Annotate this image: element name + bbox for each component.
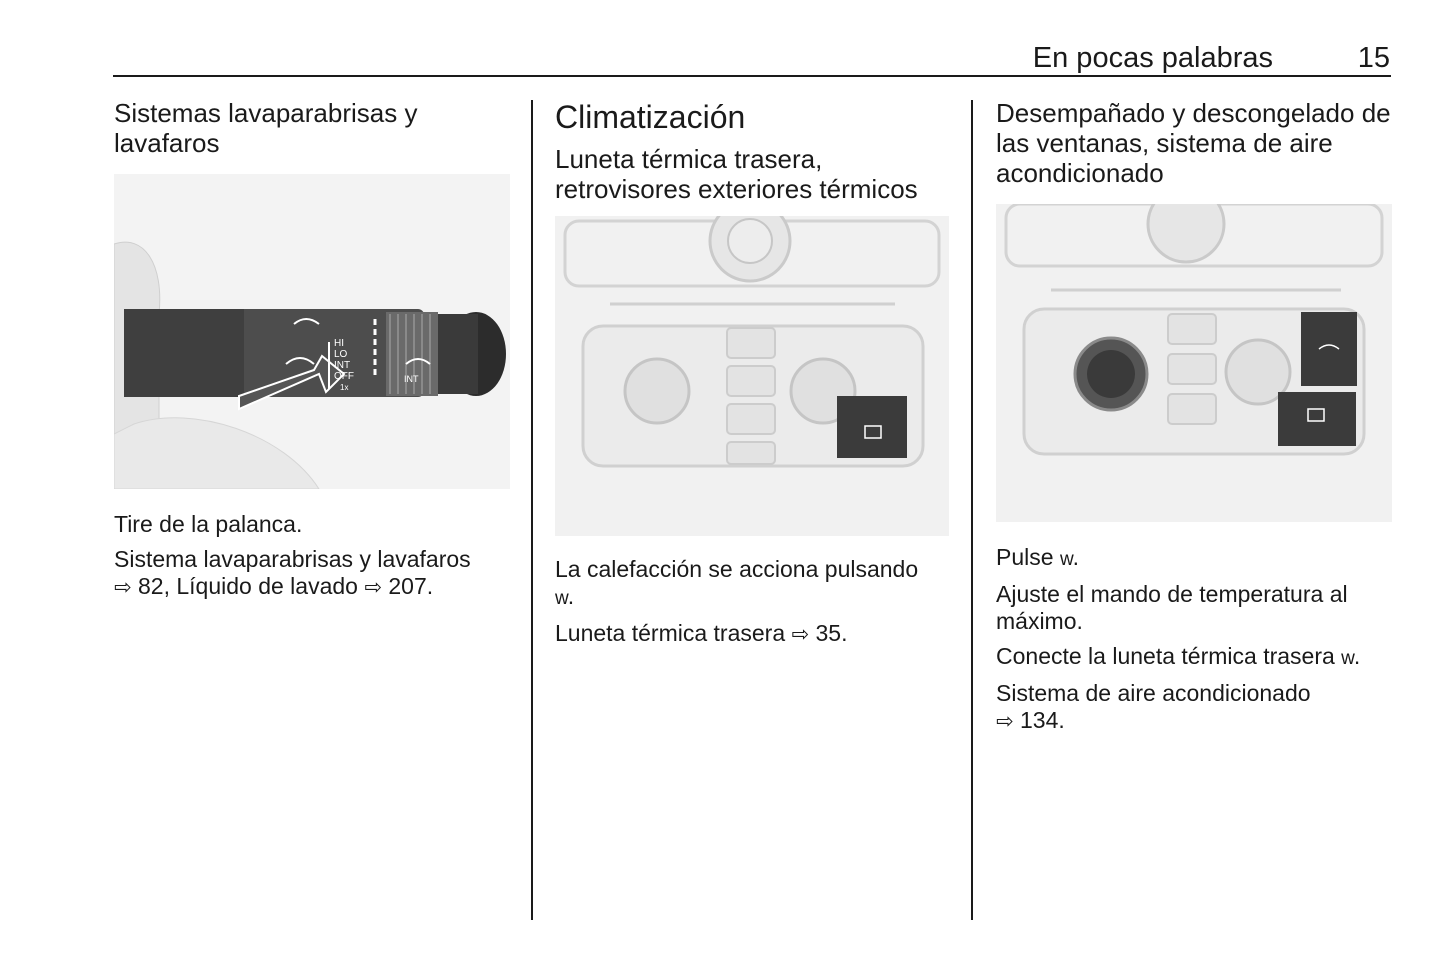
cross-reference-icon: ⇨	[791, 623, 810, 646]
windscreen-defrost-icon: ᴡ	[1059, 549, 1073, 570]
climate-panel-figure	[555, 216, 949, 536]
section-heading-defrost: Desempañado y descongelado de las ventanas, sistema de aire acondicionado	[996, 98, 1391, 188]
cross-reference-icon: ⇨	[996, 710, 1014, 733]
section-title-climate: Climatización	[555, 99, 746, 135]
paragraph	[996, 680, 1394, 735]
lever-label-1x: 1x	[340, 383, 349, 392]
column-3	[996, 98, 1394, 743]
cross-reference-icon: ⇨	[364, 576, 382, 599]
text: 207.	[381, 573, 434, 599]
column-1	[114, 98, 514, 609]
text: Conecte la luneta térmica trasera	[996, 643, 1342, 669]
column-2	[555, 98, 955, 656]
column-divider-1	[531, 100, 533, 920]
paragraph	[996, 643, 1394, 672]
page-title: En pocas palabras	[1032, 42, 1273, 74]
header-rule	[113, 75, 1391, 77]
text: .	[1353, 643, 1361, 669]
wiper-lever-figure	[114, 174, 510, 489]
rear-window-heater-icon: ᴡ	[1341, 648, 1354, 669]
page-number: 15	[1357, 42, 1390, 74]
text: Luneta térmica trasera	[555, 620, 792, 646]
paragraph	[555, 620, 955, 648]
column-divider-2	[971, 100, 973, 920]
lever-label-lo: LO	[334, 349, 348, 360]
section-heading-rear-window: Luneta térmica trasera, retrovisores exteriores térmicos	[555, 144, 918, 204]
rear-defrost-button	[837, 396, 907, 458]
text: .	[567, 583, 575, 609]
rear-window-heater-icon: ᴡ	[555, 588, 568, 609]
text: .	[1072, 544, 1080, 570]
lever-label-int: INT	[334, 360, 351, 371]
text: 134.	[1013, 707, 1065, 733]
paragraph: Tire de la palanca.	[114, 511, 303, 537]
cross-reference-icon: ⇨	[114, 576, 132, 599]
lever-label-off: OFF	[334, 371, 354, 382]
text: Pulse	[996, 544, 1060, 570]
ring-label-int: INT	[404, 374, 419, 384]
text: Sistema de aire acondicionado	[996, 680, 1311, 706]
paragraph: Ajuste el mando de temperatura al máximo.	[996, 581, 1348, 634]
defrost-button	[1301, 312, 1357, 386]
text: La calefacción se acciona pulsando	[555, 556, 919, 582]
lever-label-hi: HI	[334, 338, 344, 349]
defrost-panel-figure	[996, 204, 1392, 522]
text: Sistema lavaparabrisas y lavafaros	[114, 546, 471, 572]
paragraph	[996, 544, 1394, 573]
text: 35.	[809, 620, 848, 646]
paragraph	[555, 556, 955, 612]
text: 82, Líquido de lavado	[131, 573, 365, 599]
section-heading-washers: Sistemas lavaparabrisas y lavafaros	[114, 98, 418, 158]
paragraph	[114, 546, 514, 601]
